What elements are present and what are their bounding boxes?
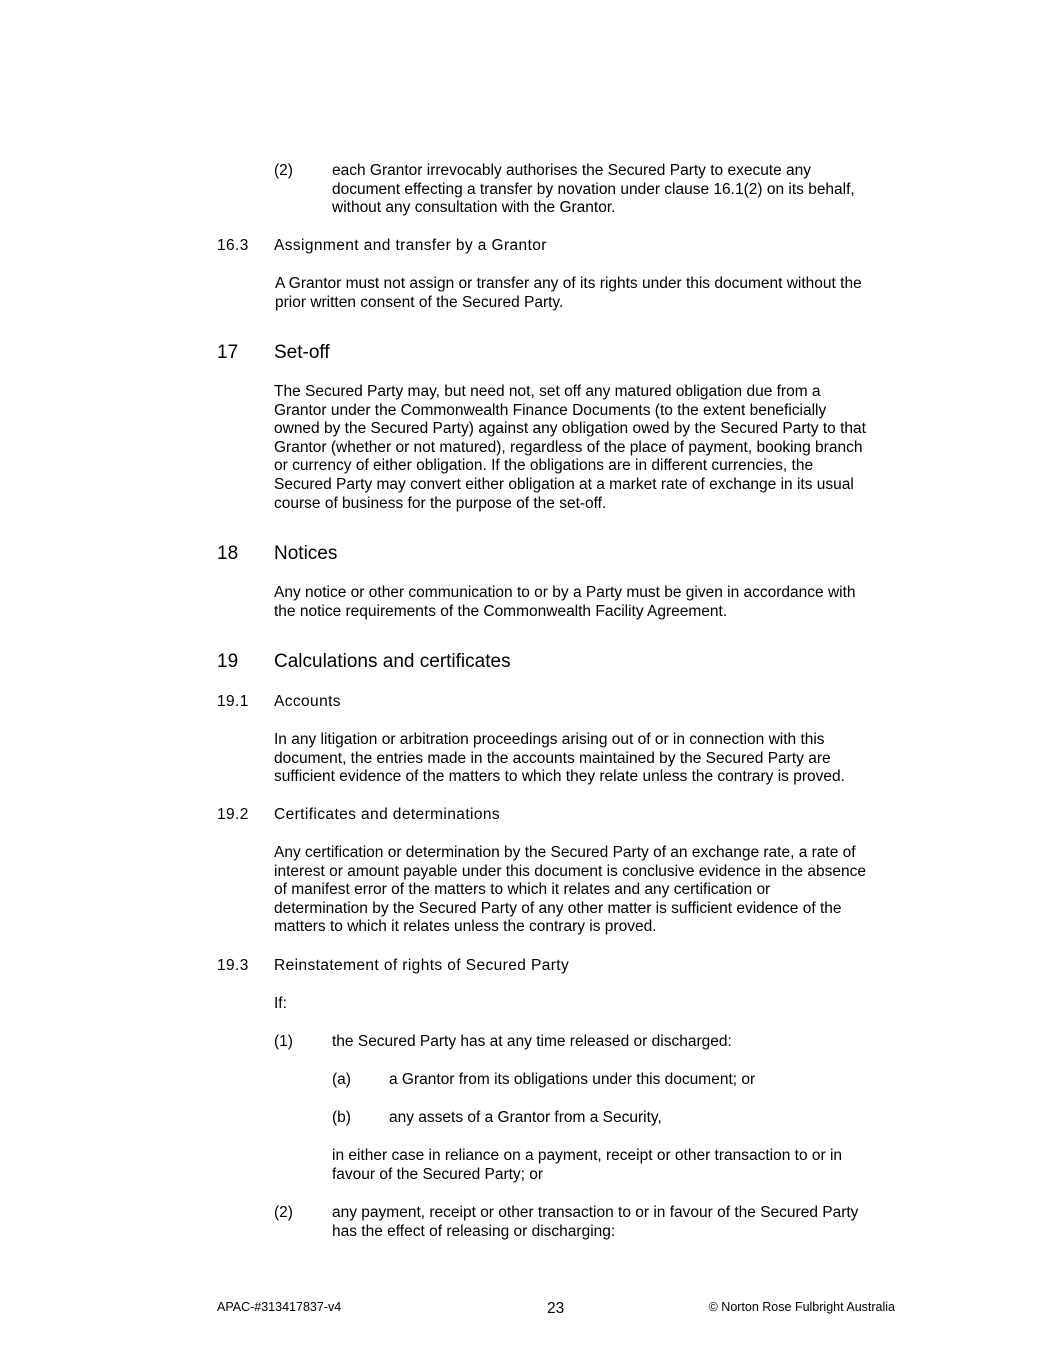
clause-number: 16.3 xyxy=(217,237,249,254)
continuation-paragraph xyxy=(332,1147,842,1184)
text-line: without any consultation with the Grantor. xyxy=(332,199,616,217)
clause-paragraph xyxy=(274,844,866,937)
clause-paragraph xyxy=(274,731,845,787)
clause-heading: Reinstatement of rights of Secured Party xyxy=(274,957,570,974)
text-line: each Grantor irrevocably authorises the Secured Party to execute any xyxy=(332,162,812,179)
clause-paragraph xyxy=(274,584,856,621)
text-line: Any notice or other communication to or by a Party must be given in accordance with xyxy=(274,584,856,601)
list-item-text: any assets of a Grantor from a Security, xyxy=(389,1109,662,1126)
clause-heading: Assignment and transfer by a Grantor xyxy=(274,237,547,254)
section-number: 18 xyxy=(217,543,239,564)
text-line: Secured Party may convert either obligation at a market rate of exchange in its usual xyxy=(274,475,854,493)
text-line: owned by the Secured Party) against any obligation owed by the Secured Party to that xyxy=(274,420,866,438)
clause-number: 19.3 xyxy=(217,957,249,974)
text-line: has the effect of releasing or discharging: xyxy=(332,1222,616,1240)
text-line: in either case in reliance on a payment, receipt or other transaction to or in xyxy=(332,1147,843,1164)
text-line: Grantor under the Commonwealth Finance Documents (to the extent beneficially xyxy=(274,401,827,419)
text-line: determination by the Secured Party of any other matter is sufficient evidence of the xyxy=(274,899,842,917)
text-line: The Secured Party may, but need not, set off any matured obligation due from a xyxy=(274,383,821,400)
footer-copyright: © Norton Rose Fulbright Australia xyxy=(708,1300,895,1314)
list-marker: (2) xyxy=(274,1204,293,1221)
clause-paragraph xyxy=(274,383,866,513)
text-line: course of business for the purpose of the set-off. xyxy=(274,494,607,512)
text-line: In any litigation or arbitration proceedings arising out of or in connection with this xyxy=(274,731,825,748)
list-item-text: a Grantor from its obligations under this document; or xyxy=(389,1071,756,1088)
text-line: A Grantor must not assign or transfer any of its rights under this document without the xyxy=(275,275,862,292)
text-line: interest or amount payable under this document is conclusive evidence in the absence xyxy=(274,862,866,880)
clause-paragraph xyxy=(275,275,862,312)
text-line: the notice requirements of the Commonwealth Facility Agreement. xyxy=(274,602,728,620)
text-line: prior written consent of the Secured Party. xyxy=(275,293,564,311)
text-line: or currency of either obligation. If the obligations are in different currencies, the xyxy=(274,457,814,475)
text-line: document, the entries made in the accounts maintained by the Secured Party are xyxy=(274,749,831,767)
clause-intro: If: xyxy=(274,995,287,1012)
text-line: favour of the Secured Party; or xyxy=(332,1165,544,1183)
clause-number: 19.1 xyxy=(217,693,249,710)
text-line: sufficient evidence of the matters to which they relate unless the contrary is proved. xyxy=(274,768,845,786)
text-line: of manifest error of the matters to which it relates and any certification or xyxy=(274,881,771,899)
clause-heading: Certificates and determinations xyxy=(274,806,501,823)
text-line: document effecting a transfer by novation under clause 16.1(2) on its behalf, xyxy=(332,180,855,198)
list-item-text xyxy=(332,162,855,218)
list-item-text: the Secured Party has at any time released or discharged: xyxy=(332,1033,732,1050)
section-heading: Notices xyxy=(274,543,338,564)
text-line: Any certification or determination by the Secured Party of an exchange rate, a rate of xyxy=(274,844,856,861)
list-marker: (a) xyxy=(332,1071,351,1088)
page-number: 23 xyxy=(547,1300,565,1317)
list-item-text xyxy=(332,1204,858,1241)
text-line: Grantor (whether or not matured), regardless of the place of payment, booking branch xyxy=(274,438,863,456)
section-heading: Calculations and certificates xyxy=(274,651,511,672)
footer-doc-ref: APAC-#313417837-v4 xyxy=(217,1300,342,1314)
clause-heading: Accounts xyxy=(274,693,341,710)
text-line: matters to which it relates unless the contrary is proved. xyxy=(274,918,657,936)
section-heading: Set-off xyxy=(274,342,330,363)
text-line: any payment, receipt or other transaction to or in favour of the Secured Party xyxy=(332,1204,859,1221)
clause-number: 19.2 xyxy=(217,806,249,823)
section-number: 17 xyxy=(217,342,239,363)
list-marker: (1) xyxy=(274,1033,293,1050)
list-marker: (b) xyxy=(332,1109,351,1126)
section-number: 19 xyxy=(217,651,239,672)
list-marker: (2) xyxy=(274,162,293,179)
